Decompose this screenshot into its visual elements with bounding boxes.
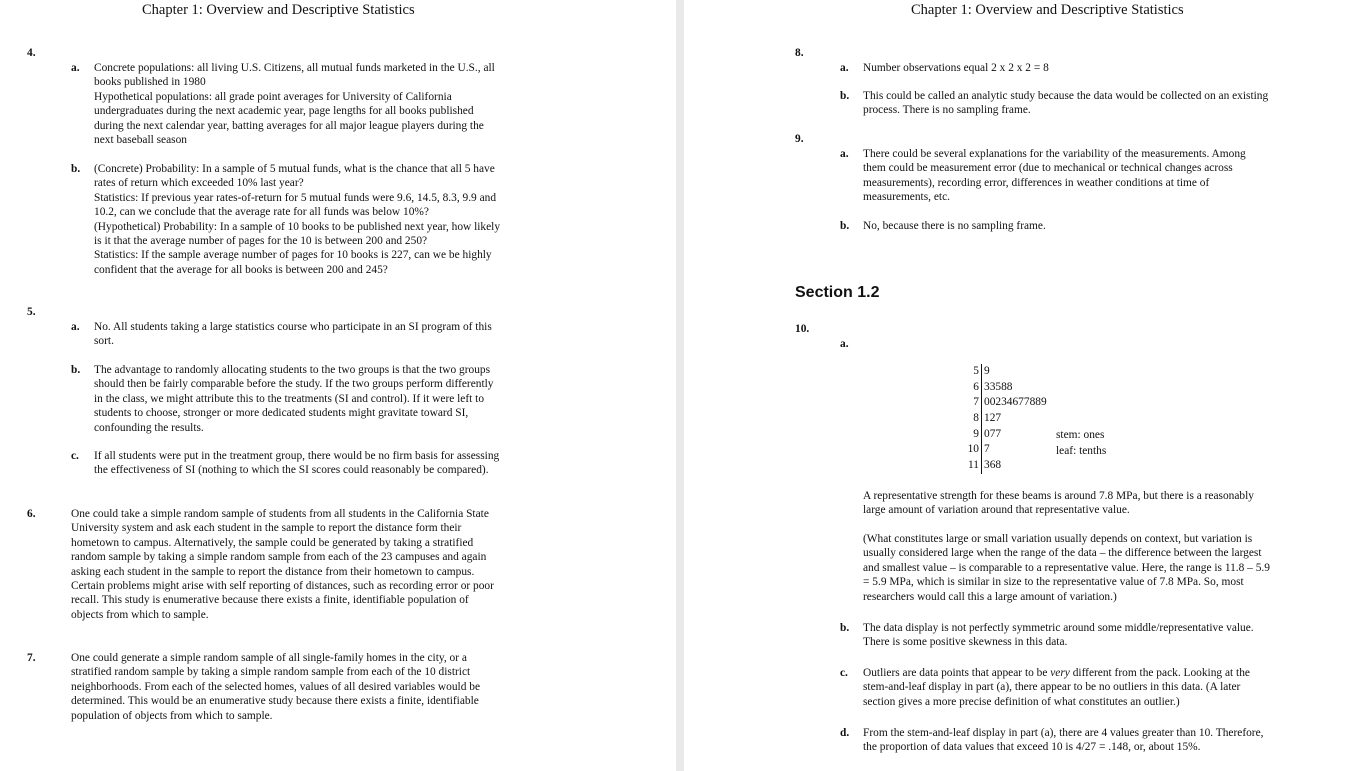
answer-text <box>71 651 480 723</box>
stem-value: 10 <box>949 442 982 458</box>
text-line: the effectiveness of SI (nothing to which the SI scores could reasonably be compared). <box>94 464 489 477</box>
answer-text <box>94 363 494 435</box>
text-line: (Concrete) Probability: In a sample of 5 mutual funds, what is the chance that all 5 have <box>94 163 495 175</box>
text-line: is it that the average number of pages for the 10 is between 200 and 250? <box>94 235 428 248</box>
text-line: 10.2, can we conclude that the average rate for all funds was below 10%? <box>94 206 429 219</box>
stem-leaf-row <box>949 427 1047 443</box>
answer-text <box>863 489 1254 518</box>
part-label: c. <box>840 667 848 679</box>
part-label: b. <box>840 220 850 232</box>
answer-text <box>863 61 1049 75</box>
text-line: Certain problems might arise with self reporting of distances, such as recording error or poor <box>71 580 494 593</box>
answer-text <box>94 449 499 478</box>
section-title: Section 1.2 <box>795 284 880 301</box>
text-line: If all students were put in the treatment group, there would be no firm basis for assessing <box>94 450 500 462</box>
page-header: Chapter 1: Overview and Descriptive Statistics <box>142 2 415 18</box>
text-line: (Hypothetical) Probability: In a sample of 10 books to be published next year, how likely <box>94 220 501 233</box>
text-line: confounding the results. <box>94 421 204 434</box>
answer-text <box>863 532 1270 604</box>
text-line: students to choose, stronger or more dedicated students might gravitate toward SI, <box>94 407 469 420</box>
text-line: The data display is not perfectly symmetric around some middle/representative value. <box>863 622 1254 634</box>
answer-text <box>863 621 1254 650</box>
part-label: d. <box>840 727 850 739</box>
text-line: University system and ask each student in the sample to report the distance form their <box>71 522 462 535</box>
stem-leaf-row <box>949 411 1047 427</box>
text-line: process. There is no sampling frame. <box>863 104 1031 117</box>
text-line: determined. This would be an enumerative study because there exists a finite, identifiable <box>71 695 479 708</box>
part-label: c. <box>71 450 79 462</box>
text-line: section gives a more precise definition of what constitutes an outlier.) <box>863 695 1180 708</box>
text-line: Statistics: If the sample average number of pages for 10 books is 227, can we be highly <box>94 249 492 262</box>
stem-value: 6 <box>949 380 982 396</box>
text-line: hometown to campus. Alternatively, the sample could be generated by taking a stratified <box>71 536 474 549</box>
text-line: There could be several explanations for the variability of the measurements. Among <box>863 148 1246 160</box>
text-line: This could be called an analytic study because the data would be collected on an existing <box>863 90 1269 102</box>
part-label: a. <box>71 321 80 333</box>
question-number: 10. <box>795 323 810 335</box>
text-line: The advantage to randomly allocating students to the two groups is that the two groups <box>94 364 491 376</box>
text-line: sort. <box>94 335 114 348</box>
text-line: next baseball season <box>94 134 187 147</box>
answer-text <box>94 162 500 277</box>
stem-value: 9 <box>949 427 982 443</box>
leaf-values: 368 <box>984 459 1002 472</box>
part-label: a. <box>840 62 849 74</box>
text-line: objects from which to sample. <box>71 608 209 621</box>
text-line: Outliers are data points that appear to be very different from the pack. Looking at the <box>863 667 1250 679</box>
question-number: 4. <box>27 47 36 59</box>
answer-text <box>71 507 494 622</box>
text-line: stratified random sample by taking a simple random sample from each of the 10 district <box>71 666 471 679</box>
stem-value: 7 <box>949 395 982 411</box>
text-line: No, because there is no sampling frame. <box>863 220 1046 232</box>
answer-text <box>863 89 1268 118</box>
stem-note: stem: ones <box>1056 429 1105 441</box>
text-line: in the class, we might attribute this to the treatments (SI and control). If it were left to <box>94 392 485 405</box>
answer-text <box>94 320 492 349</box>
text-line: undergraduates during the next academic year, page lengths for all books published <box>94 105 474 118</box>
text-line: confident that the average for all books is between 200 and 245? <box>94 263 388 276</box>
stem-value: 5 <box>949 364 982 380</box>
stem-and-leaf-display <box>949 364 1047 474</box>
question-number: 9. <box>795 133 804 145</box>
text-line: Hypothetical populations: all grade point averages for University of California <box>94 90 452 103</box>
part-label: a. <box>840 148 849 160</box>
leaf-values: 33588 <box>984 380 1013 393</box>
text-line: and smallest value – is comparable to a representative value. Here, the range is 11.8 – 5.9 <box>863 561 1270 574</box>
part-label: a. <box>71 62 80 74</box>
stem-leaf-row <box>949 380 1047 396</box>
leaf-note: leaf: tenths <box>1056 445 1107 457</box>
stem-leaf-row <box>949 458 1047 474</box>
text-line: researchers would call this a large amount of variation.) <box>863 590 1117 603</box>
stem-leaf-row <box>949 442 1047 458</box>
text-line: random sample by taking a simple random sample from each of the 23 campuses and again <box>71 551 487 564</box>
text-line: rates of return which exceeded 10% last year? <box>94 177 304 190</box>
answer-text <box>863 726 1264 755</box>
question-number: 6. <box>27 508 36 520</box>
stem-value: 8 <box>949 411 982 427</box>
text-line: There is some positive skewness in this data. <box>863 636 1068 649</box>
part-label: b. <box>71 364 81 376</box>
text-line: A representative strength for these beams is around 7.8 MPa, but there is a reasonably <box>863 490 1254 502</box>
text-line: = 5.9 MPa, which is similar in size to the representative value of 7.8 MPa. So, most <box>863 576 1244 589</box>
answer-text <box>94 61 495 147</box>
answer-text <box>863 219 1046 233</box>
leaf-values: 00234677889 <box>984 396 1047 409</box>
text-line: neighborhoods. From each of the selected homes, values of all desired variables would be <box>71 680 480 693</box>
text-line: should then be fairly comparable before the study. If the two groups perform differently <box>94 378 494 391</box>
page-header: Chapter 1: Overview and Descriptive Statistics <box>911 2 1184 18</box>
text-line: them could be measurement error (due to mechanical or technical changes across <box>863 162 1233 175</box>
text-line: large amount of variation around that representative value. <box>863 504 1130 517</box>
text-line: Concrete populations: all living U.S. Citizens, all mutual funds marketed in the U.S., all <box>94 62 495 74</box>
text-line: during the next calendar year, batting averages for all major league players during the <box>94 119 484 132</box>
text-line: Statistics: If previous year rates-of-return for 5 mutual funds were 9.6, 14.5, 8.3, 9.9 and <box>94 191 497 204</box>
answer-text <box>863 147 1246 205</box>
text-line: No. All students taking a large statistics course who participate in an SI program of this <box>94 321 492 333</box>
answer-text <box>863 666 1250 709</box>
text-line: recall. This study is enumerative because there exists a finite, identifiable population of <box>71 594 469 607</box>
text-line: From the stem-and-leaf display in part (a), there are 4 values greater than 10. Therefore, <box>863 727 1264 739</box>
text-line: the proportion of data values that exceed 10 is 4/27 = .148, or, about 15%. <box>863 741 1201 754</box>
stem-value: 11 <box>949 458 982 474</box>
question-number: 7. <box>27 652 36 664</box>
text-line: One could generate a simple random sample of all single-family homes in the city, or a <box>71 652 467 664</box>
leaf-values: 7 <box>984 443 990 456</box>
stem-leaf-row <box>949 395 1047 411</box>
text-line: asking each student in the sample to report the distance from their hometown to campus. <box>71 565 475 578</box>
question-number: 8. <box>795 47 804 59</box>
question-number: 5. <box>27 306 36 318</box>
text-line: (What constitutes large or small variation usually depends on context, but variation is <box>863 533 1253 545</box>
leaf-values: 127 <box>984 412 1002 425</box>
part-label: b. <box>71 163 81 175</box>
text-line: books published in 1980 <box>94 76 206 89</box>
leaf-values: 077 <box>984 427 1002 440</box>
emphasis: very <box>1050 667 1070 679</box>
left-page <box>0 0 676 771</box>
text-line: usually considered large when the range of the data – the difference between the largest <box>863 547 1262 560</box>
right-page <box>684 0 1354 771</box>
part-label: b. <box>840 90 850 102</box>
part-label: a. <box>840 338 849 350</box>
stem-leaf-row <box>949 364 1047 380</box>
part-label: b. <box>840 622 850 634</box>
text-line: measurements, etc. <box>863 191 950 204</box>
text-line: stem-and-leaf display in part (a), there appear to be no outliers in this data. (A later <box>863 681 1241 694</box>
leaf-values: 9 <box>984 365 990 377</box>
text-line: One could take a simple random sample of students from all students in the California State <box>71 508 489 520</box>
text-line: population of objects from which to sample. <box>71 709 273 722</box>
text-line: measurements), recording error, differences in weather conditions at time of <box>863 176 1210 189</box>
text-line: Number observations equal 2 x 2 x 2 = 8 <box>863 62 1049 74</box>
